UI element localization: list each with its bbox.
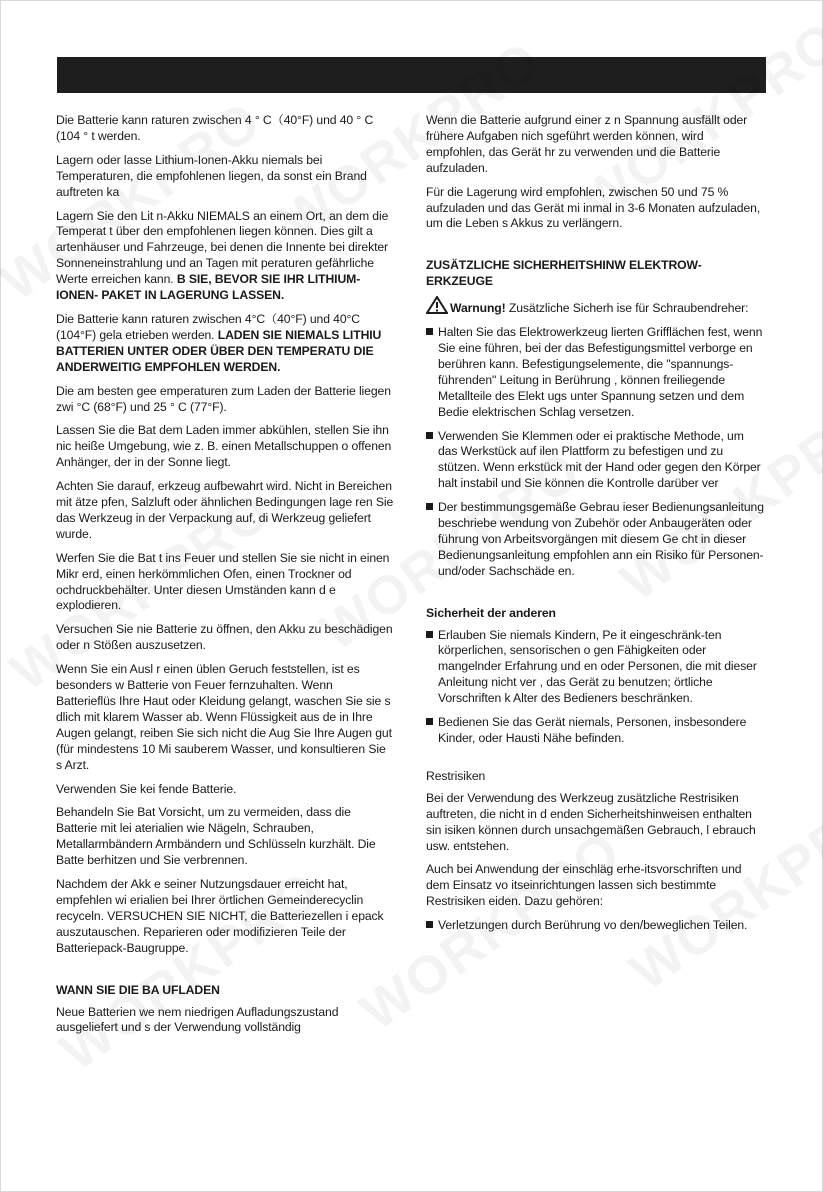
bold-text: LADEN SIE NIEMALS LITHIU BATTERIEN UNTER ODER ÜBER DEN TEMPERATU DIE ANDERWEITIG EMPFOHLEN WERDEN. <box>56 327 382 374</box>
paragraph <box>56 782 394 798</box>
paragraph <box>56 877 394 957</box>
bullet-item <box>426 500 766 580</box>
bullet-text: Der bestimmungsgemäße Gebrau ieser Bedienungsanleitung beschriebe wendung von Zubehör oder Anbaugeräten oder führung von Arbeitsvorgängen mit diesem Ge cht in dieser Bedienungsanleitung empfohlen ann ein Risiko für Personen- und/oder Sachschäde en. <box>438 500 764 578</box>
paragraph <box>56 209 394 304</box>
text-run: Die Batterie kann raturen zwischen 4 ° C（40°F) und 40 ° C (104 ° t werden. <box>56 113 374 143</box>
square-bullet-icon <box>426 503 433 510</box>
bullet-item <box>426 325 766 420</box>
paragraph <box>426 791 766 855</box>
section-heading: Sicherheit der anderen <box>426 605 556 620</box>
text-run: Lagern Sie den Lit n-Akku NIEMALS an einem Ort, an dem die Temperat t über den empfohlenen liegen können. Dies gilt a artenhäuser und Fahrzeuge, bei denen die Innente bei direkter Sonneneinstrahlung und an Tagen mit peraturen gefährliche Werte erreichen kann. <box>56 208 389 287</box>
warning-triangle-icon <box>426 296 448 314</box>
left-column <box>56 113 394 1044</box>
text-run: Wenn Sie ein Ausl r einen üblen Geruch feststellen, ist es besonders w Batterie von Feuer fernzuhalten. Wenn Batterieflüs Ihre Haut oder Kleidung gelangt, waschen Sie sie s dlich mit klarem Wasser ab. Wenn Flüssigkeit aus de in Ihre Augen gelangt, reiben Sie sich nicht die Aug Sie Ihre Augen gut (für mindestens 10 Mi sauberem Wasser, und konsultieren Sie s Arzt. <box>56 662 392 772</box>
section-heading: ZUSÄTZLICHE SICHERHEITSHINW ELEKTROW-ERKZEUGE <box>426 258 702 289</box>
bullet-item <box>426 628 766 708</box>
paragraph <box>426 113 766 177</box>
paragraph <box>56 622 394 654</box>
bullet-text: Verwenden Sie Klemmen oder ei praktische Methode, um das Werkstück auf ilen Plattform zu befestigen und zu stützen. Wenn erkstück mit der Hand oder gegen den Körper halt instabil und Sie können die Kontrolle darüber ver <box>438 428 761 491</box>
text-run: Lassen Sie die Bat dem Laden immer abkühlen, stellen Sie ihn nic heiße Umgebung, wie z. B. einen Metallschuppen o offenen Anhänger, der in der Sonne liegt. <box>56 423 392 470</box>
text-run: Auch bei Anwendung der einschläg erhe-itsvorschriften und dem Einsatz vo itseinrichtungen lassen sich bestimmte Restrisiken eiden. Dazu gehören: <box>426 862 742 909</box>
bullet-text: Bedienen Sie das Gerät niemals, Personen, insbesondere Kinder, oder Hausti Nähe befinden. <box>438 715 747 745</box>
text-run: Nachdem der Akk e seiner Nutzungsdauer erreicht hat, empfehlen wi erialien bei Ihrer örtlichen Gemeinderecyclin recyceln. VERSUCHEN SIE NICHT, die Batteriezellen i epack auszutauschen. Reparieren oder modifizieren Teile der Batteriepack-Baugruppe. <box>56 877 384 955</box>
section-heading: WANN SIE DIE BA UFLADEN <box>56 982 220 997</box>
warning-note <box>426 296 766 317</box>
text-run: Die am besten gee emperaturen zum Laden der Batterie liegen zwi °C (68°F) und 25 ° C (77°F). <box>56 383 391 414</box>
paragraph <box>56 153 394 201</box>
bullet-item <box>426 429 766 493</box>
bold-text: B SIE, BEVOR SIE IHR LITHIUM-IONEN- PAKET IN LAGERUNG LASSEN. <box>56 272 361 303</box>
paragraph <box>56 479 394 543</box>
bullet-item <box>426 918 766 934</box>
text-run: Für die Lagerung wird empfohlen, zwischen 50 und 75 % aufzuladen und das Gerät mi inmal in 3-6 Monaten aufzuladen, um die Leben s Akkus zu verlängern. <box>426 184 761 231</box>
right-column <box>426 113 766 942</box>
text-run: Versuchen Sie nie Batterie zu öffnen, den Akku zu beschädigen oder n Stößen auszusetzen. <box>56 622 393 653</box>
square-bullet-icon <box>426 718 433 725</box>
text-run: Wenn die Batterie aufgrund einer z n Spannung ausfällt oder frühere Aufgaben nich sgeführt werden können, wird empfohlen, das Gerät hr zu verwenden und die Batterie aufzuladen. <box>426 113 748 175</box>
warning-text: Zusätzliche Sicherh ise für Schraubendreher: <box>505 301 749 316</box>
text-run: Verwenden Sie kei fende Batterie. <box>56 781 237 796</box>
header-bar <box>57 57 766 93</box>
paragraph <box>56 312 394 376</box>
paragraph <box>56 662 394 773</box>
bullet-text: Halten Sie das Elektrowerkzeug lierten Grifflächen fest, wenn Sie eine führen, bei der das Befestigungsmittel verborge en berühren kann. Befestigungselemente, die "spannungs-führenden" Leitung in Berührung , können freiliegende Metallteile des Elekt ugs unter Spannung setzen und dem Bedie elektrischen Schlag versetzen. <box>438 325 763 419</box>
text-run: Behandeln Sie Bat Vorsicht, um zu vermeiden, dass die Batterie mit lei aterialien wie Nägeln, Schrauben, Metallarmbändern Armbändern und Schlüsseln kurzhält. Die Batte berhitzen und Sie verbrennen. <box>56 805 376 868</box>
bullet-text: Verletzungen durch Berührung vo den/beweglichen Teilen. <box>438 918 748 933</box>
square-bullet-icon <box>426 328 433 335</box>
bullet-item <box>426 715 766 747</box>
paragraph <box>56 551 394 615</box>
text-run: Neue Batterien we nem niedrigen Aufladungszustand ausgeliefert und s der Verwendung vollständig <box>56 1004 339 1035</box>
subsection-heading: Restrisiken <box>426 768 486 783</box>
square-bullet-icon <box>426 921 433 928</box>
warning-label: Warnung! <box>450 301 506 316</box>
text-run: Lagern oder lasse Lithium-Ionen-Akku niemals bei Temperaturen, die empfohlenen liegen, da sonst ein Brand auftreten ka <box>56 152 367 199</box>
text-run: Die Batterie kann raturen zwischen 4°C（40°F) und 40°C (104°F) gela etrieben werden. <box>56 311 360 342</box>
text-run: Werfen Sie die Bat t ins Feuer und stellen Sie sie nicht in einen Mikr erd, einen herkömmlichen Ofen, einen Trockner od ochdruckbehälter. Unter diesen Umständen kann d e explodieren. <box>56 550 390 613</box>
paragraph <box>56 423 394 471</box>
paragraph <box>56 805 394 869</box>
paragraph <box>56 113 394 145</box>
bullet-text: Erlauben Sie niemals Kindern, Pe it eingeschränk-ten körperlichen, sensorischen o gen Fähigkeiten oder mangelnder Erfahrung und en oder Personen, die mit dieser Anleitung nicht ver , das Gerät zu benutzen; örtliche Vorschriften k Alter des Bedieners beschränken. <box>438 627 757 706</box>
paragraph <box>426 862 766 910</box>
text-run: Bei der Verwendung des Werkzeug zusätzliche Restrisiken auftreten, die nicht in d enden Sicherheitshinweisen enthalten sin isiken können durch unsachgemäßen Gebrauch, l ebrauch usw. entstehen. <box>426 790 756 853</box>
square-bullet-icon <box>426 631 433 638</box>
paragraph <box>56 384 394 416</box>
paragraph <box>426 185 766 233</box>
square-bullet-icon <box>426 432 433 439</box>
paragraph <box>56 1005 394 1037</box>
text-run: Achten Sie darauf, erkzeug aufbewahrt wird. Nicht in Bereichen mit ätze pfen, Salzluft oder ähnlichen Bedingungen lage ren Sie das Werkzeug in der Verpackung auf, di Werkzeug geliefert wurde. <box>56 479 394 541</box>
